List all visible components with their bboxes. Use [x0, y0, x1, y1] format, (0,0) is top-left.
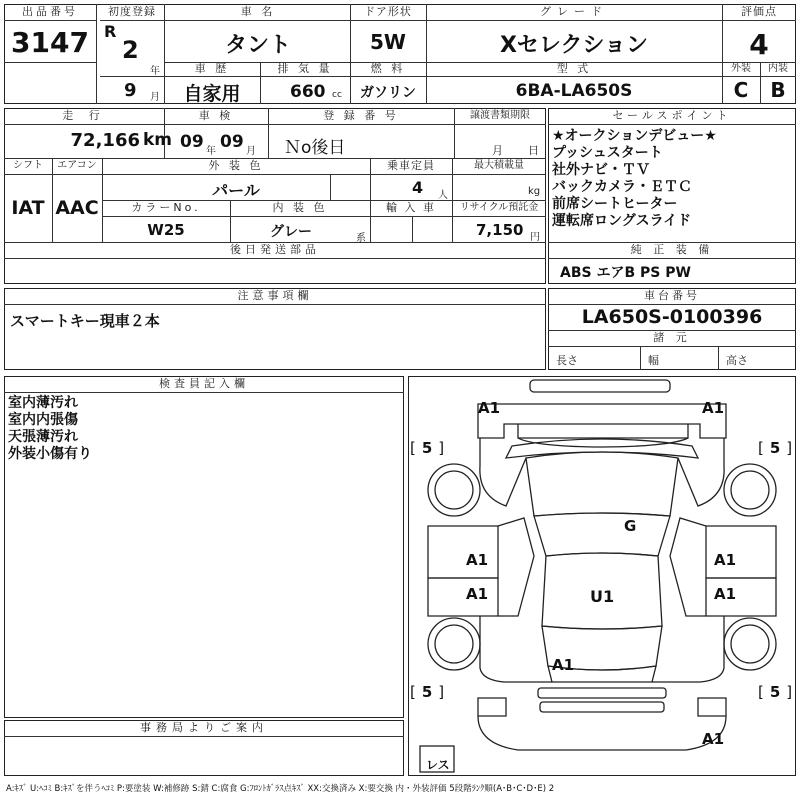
tyre-front-left: [ 5 ]	[410, 439, 445, 457]
history-label: 車 歴	[194, 62, 230, 75]
chassis-label: 車台番号	[644, 289, 700, 302]
door-label: ドア形状	[364, 5, 412, 18]
equipment-label: 純 正 装 備	[630, 243, 714, 256]
grade-label: グレード	[540, 5, 608, 18]
score-value: 4	[749, 28, 769, 61]
tyre-rear-right: [ 5 ]	[758, 683, 793, 701]
interior-score: B	[770, 78, 786, 102]
import-label: 輸 入 車	[386, 201, 436, 214]
sales-point-item: 前席シートヒーター	[552, 196, 678, 212]
spec-height-label: 高さ	[726, 354, 748, 367]
capacity-unit: 人	[438, 190, 448, 201]
first-reg-month-unit: 月	[150, 92, 160, 103]
tyre-value: 5	[769, 439, 781, 457]
equipment: ABS エアB PS PW	[560, 265, 691, 281]
sales-point-item: ★オークションデビュー★	[552, 128, 717, 144]
interior-color-label: 内 装 色	[272, 201, 328, 214]
inspection-label: 車 検	[198, 109, 234, 122]
inspector-line: 室内内張傷	[8, 412, 78, 428]
mileage: 72,166	[70, 130, 140, 151]
inspection-year-unit: 年	[206, 146, 216, 157]
damage-mark: A1	[466, 551, 489, 569]
registration-number: Ｎo後日	[284, 138, 346, 158]
registration-label: 登 録 番 号	[323, 109, 399, 122]
transfer-month-unit: 月	[492, 144, 503, 157]
max-load-label: 最大積載量	[474, 160, 524, 171]
inspection-month-unit: 月	[246, 146, 256, 157]
color-no-label: カラーNo.	[131, 201, 201, 214]
transfer-day-unit: 日	[528, 144, 539, 157]
sales-point-item: プッシュスタート	[552, 145, 663, 161]
aircon-label: エアコン	[57, 160, 97, 171]
first-reg-year-unit: 年	[150, 66, 160, 77]
car-name: タント	[224, 33, 291, 58]
fuel-label: 燃 料	[370, 62, 406, 75]
transfer-label: 譲渡書類期限	[470, 110, 530, 121]
first-reg-era: R	[104, 22, 117, 41]
interior-label: 内装	[768, 63, 788, 74]
damage-mark: A1	[478, 399, 501, 417]
exterior-color-label: 外 装 色	[208, 159, 264, 172]
notes-text: スマートキー現車２本	[10, 312, 160, 330]
interior-color: グレー	[270, 224, 312, 240]
color-no: W25	[147, 221, 185, 239]
exterior-label: 外装	[731, 63, 751, 74]
recycle-fee: 7,150	[476, 221, 524, 239]
car-name-label: 車 名	[240, 5, 276, 18]
tyre-value: 5	[421, 439, 433, 457]
lot-number: 3147	[11, 26, 89, 59]
damage-mark: U1	[590, 587, 615, 606]
sales-point-item: バックカメラ・ＥＴＣ	[552, 179, 692, 195]
spare-tyre: レス	[426, 758, 450, 772]
inspector-line: 外装小傷有り	[8, 446, 92, 462]
shift-type: IAT	[11, 197, 45, 219]
first-reg-month: 9	[124, 80, 137, 101]
spec-width-label: 幅	[648, 354, 659, 367]
inspection-month: 09	[220, 132, 244, 152]
damage-mark: A1	[714, 551, 737, 569]
capacity: 4	[412, 178, 424, 197]
grade: Xセレクション	[499, 33, 649, 58]
office-label: 事務局よりご案内	[140, 721, 268, 734]
damage-mark: A1	[714, 585, 737, 603]
recycle-unit: 円	[530, 232, 540, 243]
legend: A:ｷｽﾞ U:ﾍｺﾐ B:ｷｽﾞを伴うﾍｺﾐ P:要塗装 W:補修跡 S:錆 C:腐食 G:ﾌﾛﾝﾄｶﾞﾗｽ点ｷｽﾞ XX:交換済み X:要交換 内・外装評価 5段階ﾗﾝｸ順(A･B･C･D･E) 2	[6, 784, 555, 794]
model-code: 6BA-LA650S	[515, 81, 633, 101]
history: 自家用	[183, 83, 241, 105]
aircon-type: AAC	[55, 197, 99, 219]
chassis-number: LA650S-0100396	[581, 306, 763, 328]
notes-label: 注意事項欄	[237, 289, 313, 302]
spec-length-label: 長さ	[556, 354, 578, 367]
inspector-line: 室内薄汚れ	[8, 395, 78, 411]
damage-mark: A1	[552, 656, 575, 674]
car-diagram	[408, 376, 796, 776]
capacity-label: 乗車定員	[387, 159, 435, 172]
damage-mark: G	[624, 517, 637, 535]
displacement-label: 排 気 量	[277, 62, 333, 75]
mileage-unit: km	[143, 130, 173, 150]
inspector-line: 天張薄汚れ	[8, 429, 78, 445]
exterior-score: C	[733, 78, 749, 102]
sales-point-list	[552, 128, 717, 230]
later-parts-label: 後日発送部品	[230, 243, 320, 256]
model-label: 型 式	[556, 62, 592, 75]
fuel: ガソリン	[360, 85, 416, 101]
shift-label: シフト	[13, 160, 43, 171]
tyre-value: 5	[769, 683, 781, 701]
damage-mark: A1	[702, 399, 725, 417]
displacement: 660	[290, 82, 326, 102]
exterior-color: パール	[212, 181, 260, 200]
displacement-unit: cc	[332, 90, 342, 100]
interior-color-suffix: 系	[356, 233, 366, 244]
damage-mark: A1	[466, 585, 489, 603]
sales-point-item: 社外ナビ・ＴＶ	[552, 162, 650, 178]
sales-point-item: 運転席ロングスライド	[552, 213, 692, 229]
inspection-year: 09	[180, 132, 204, 152]
recycle-label: リサイクル預託金	[459, 202, 539, 213]
mileage-label: 走 行	[62, 109, 106, 122]
tyre-rear-left: [ 5 ]	[410, 683, 445, 701]
damage-mark: A1	[702, 730, 725, 748]
first-reg-year: 2	[122, 36, 139, 64]
inspector-label: 検査員記入欄	[159, 377, 249, 390]
door-type: 5W	[370, 30, 406, 54]
score-label: 評価点	[741, 5, 777, 18]
max-load-unit: kg	[528, 186, 541, 197]
sales-point-label: セールスポイント	[612, 109, 732, 122]
tyre-front-right: [ 5 ]	[758, 439, 793, 457]
first-reg-label: 初度登録	[108, 5, 156, 18]
inspector-notes	[8, 395, 92, 463]
specs-label: 諸 元	[653, 331, 691, 344]
tyre-value: 5	[421, 683, 433, 701]
lot-label: 出品番号	[22, 5, 78, 18]
